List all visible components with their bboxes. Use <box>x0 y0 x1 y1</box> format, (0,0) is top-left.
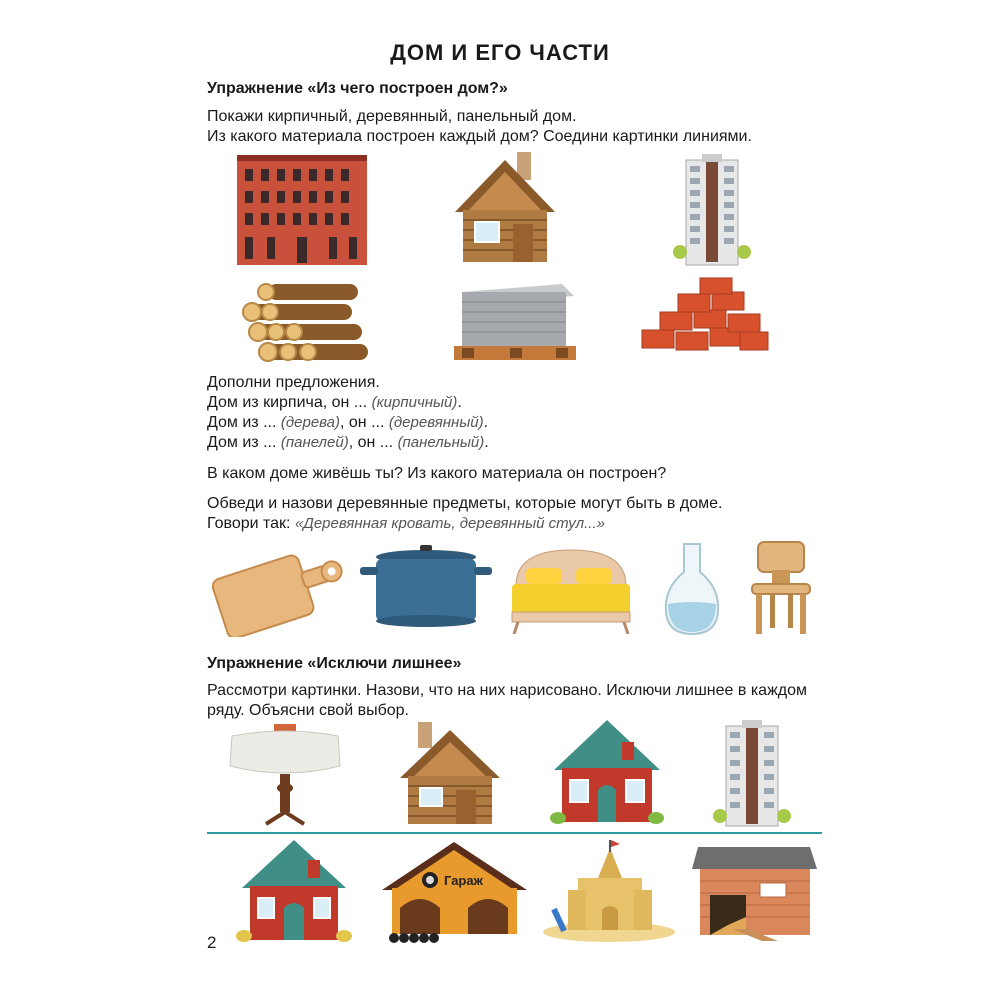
fill-in-sentences <box>207 373 489 453</box>
speak-example: «Деревянная кровать, деревянный стул...» <box>294 515 605 532</box>
exercise-1-text <box>207 107 752 147</box>
sentence-text: Дом из ... <box>207 434 281 451</box>
exercise-1-line-1: Покажи кирпичный, деревянный, панельный дом. <box>207 108 577 125</box>
sand-castle-picture <box>540 838 678 942</box>
sentence-hint: (кирпичный) <box>371 394 458 411</box>
exercise-2-line-2: ряду. Объясни свой выбор. <box>207 702 409 719</box>
sentence-text: , он ... <box>340 414 389 431</box>
fill-in-instruction: Дополни предложения. <box>207 374 380 391</box>
sentence-text: Дом из ... <box>207 414 281 431</box>
garage-picture <box>382 840 527 944</box>
cooking-pot-picture <box>360 545 492 630</box>
table-picture <box>226 722 344 826</box>
speak-prefix: Говори так: <box>207 515 295 532</box>
row-divider <box>207 832 822 834</box>
sentence-hint: (деревянный) <box>388 414 484 431</box>
page-title: ДОМ И ЕГО ЧАСТИ <box>390 40 610 65</box>
wood-objects-text <box>207 494 722 534</box>
sentence-hint: (дерева) <box>280 414 341 431</box>
garage-sign-text: Гараж <box>444 873 483 888</box>
log-cabin-small-picture <box>400 720 500 826</box>
bed-picture <box>510 542 632 634</box>
concrete-panels-picture <box>452 280 577 362</box>
exercise-2-line-1: Рассмотри картинки. Назови, что на них нарисовано. Исключи лишнее в каждом <box>207 682 807 699</box>
brick-shed-picture <box>692 845 817 943</box>
fill-in-sentence-3 <box>207 433 489 453</box>
panel-highrise-picture <box>672 152 752 267</box>
wooden-chair-picture <box>748 540 814 635</box>
fill-in-sentence-2 <box>207 413 489 433</box>
page-number: 2 <box>207 933 217 952</box>
question-text: В каком доме живёшь ты? Из какого материала он построен? <box>207 465 667 482</box>
sentence-end: . <box>457 394 462 411</box>
sentence-hint: (панельный) <box>397 434 485 451</box>
exercise-2-text <box>207 681 807 721</box>
brick-cottage-picture <box>548 718 666 826</box>
cutting-board-picture <box>212 545 347 637</box>
sentence-end: . <box>484 434 489 451</box>
wood-objects-line-1: Обведи и назови деревянные предметы, которые могут быть в доме. <box>207 495 723 512</box>
log-cabin-picture <box>455 150 555 265</box>
brick-building-picture <box>237 155 367 265</box>
sentence-text: , он ... <box>348 434 398 451</box>
sentence-text: Дом из кирпича, он ... <box>207 394 372 411</box>
panel-highrise-small-picture <box>712 718 792 828</box>
exercise-1-line-2: Из какого материала построен каждый дом? Соедини картинки линиями. <box>207 128 752 145</box>
sentence-end: . <box>483 414 489 431</box>
wood-objects-line-2 <box>207 514 722 534</box>
sentence-hint: (панелей) <box>280 434 349 451</box>
exercise-1-heading: Упражнение «Из чего построен дом?» <box>207 80 508 97</box>
glass-carafe-picture <box>662 542 722 637</box>
bricks-pile-picture <box>640 276 770 356</box>
wood-logs-picture <box>238 276 370 368</box>
fill-in-sentence-1 <box>207 393 489 413</box>
brick-cottage-2-picture <box>236 838 352 942</box>
exercise-2-heading: Упражнение «Исключи лишнее» <box>207 655 462 672</box>
